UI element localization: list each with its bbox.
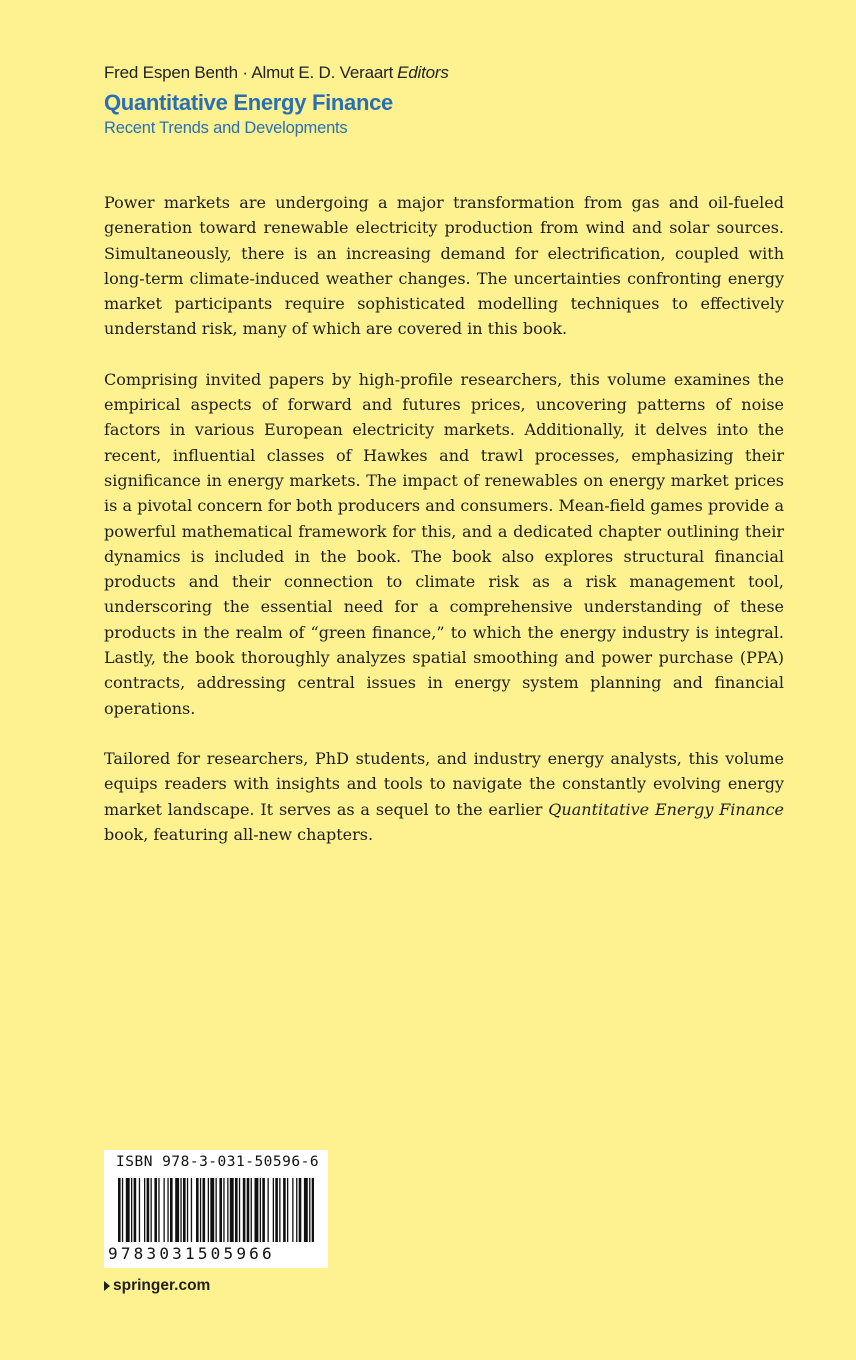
referenced-book-title: Quantitative Energy Finance: [548, 799, 785, 819]
arrow-right-icon: [104, 1281, 110, 1291]
editors-role: Editors: [397, 63, 449, 82]
cover-header: [104, 62, 754, 139]
barcode-digits: 9783031505966: [108, 1244, 275, 1263]
blurb-paragraph-1: Power markets are undergoing a major transformation from gas and oil-fueled generation toward renewable electricity production from wind and solar sources. Simultaneously, there is an increasing demand for electrification, coupled with long-term climate-induced weather changes. The uncertainties confronting energy market participants require sophisticated modelling techniques to effectively understand risk, many of which are covered in this book.: [104, 193, 784, 339]
editors-line: [104, 62, 754, 84]
book-subtitle: Recent Trends and Developments: [104, 119, 348, 137]
blurb-paragraph-3-start: Tailored for researchers, PhD students, and industry energy analysts, this volume equips readers with insights and tools to navigate the constantly evolving energy market landscape. It serves as a sequel to the earlier: [104, 748, 784, 819]
publisher-url: springer.com: [113, 1277, 211, 1294]
isbn-label: ISBN 978-3-031-50596-6: [116, 1154, 320, 1170]
blurb-paragraph-3-end: book, featuring all-new chapters.: [104, 824, 374, 844]
editors-names: Fred Espen Benth · Almut E. D. Veraart: [104, 63, 394, 82]
isbn-barcode-box: [104, 1150, 328, 1268]
blurb-paragraph-2: Comprising invited papers by high-profile researchers, this volume examines the empirical aspects of forward and futures prices, uncovering patterns of noise factors in various European electricity markets. Additionally, it delves into the recent, influential classes of Hawkes and trawl processes, emphasizing their significance in energy markets. The impact of renewables on energy market prices is a pivotal concern for both producers and consumers. Mean-field games provide a powerful mathematical framework for this, and a dedicated chapter outlining their dynamics is included in the book. The book also explores structural financial products and their connection to climate risk as a risk management tool, underscoring the essential need for a comprehensive understanding of these products in the realm of “green finance,” to which the energy industry is integral. Lastly, the book thoroughly analyzes spatial smoothing and power purchase (PPA) contracts, addressing central issues in energy system planning and financial operations.: [104, 369, 784, 718]
back-cover-blurb: [104, 190, 784, 872]
book-title: Quantitative Energy Finance: [104, 90, 393, 115]
publisher-link[interactable]: [104, 1277, 210, 1295]
barcode-icon: [118, 1178, 314, 1244]
blurb-paragraph-3: [104, 746, 784, 847]
